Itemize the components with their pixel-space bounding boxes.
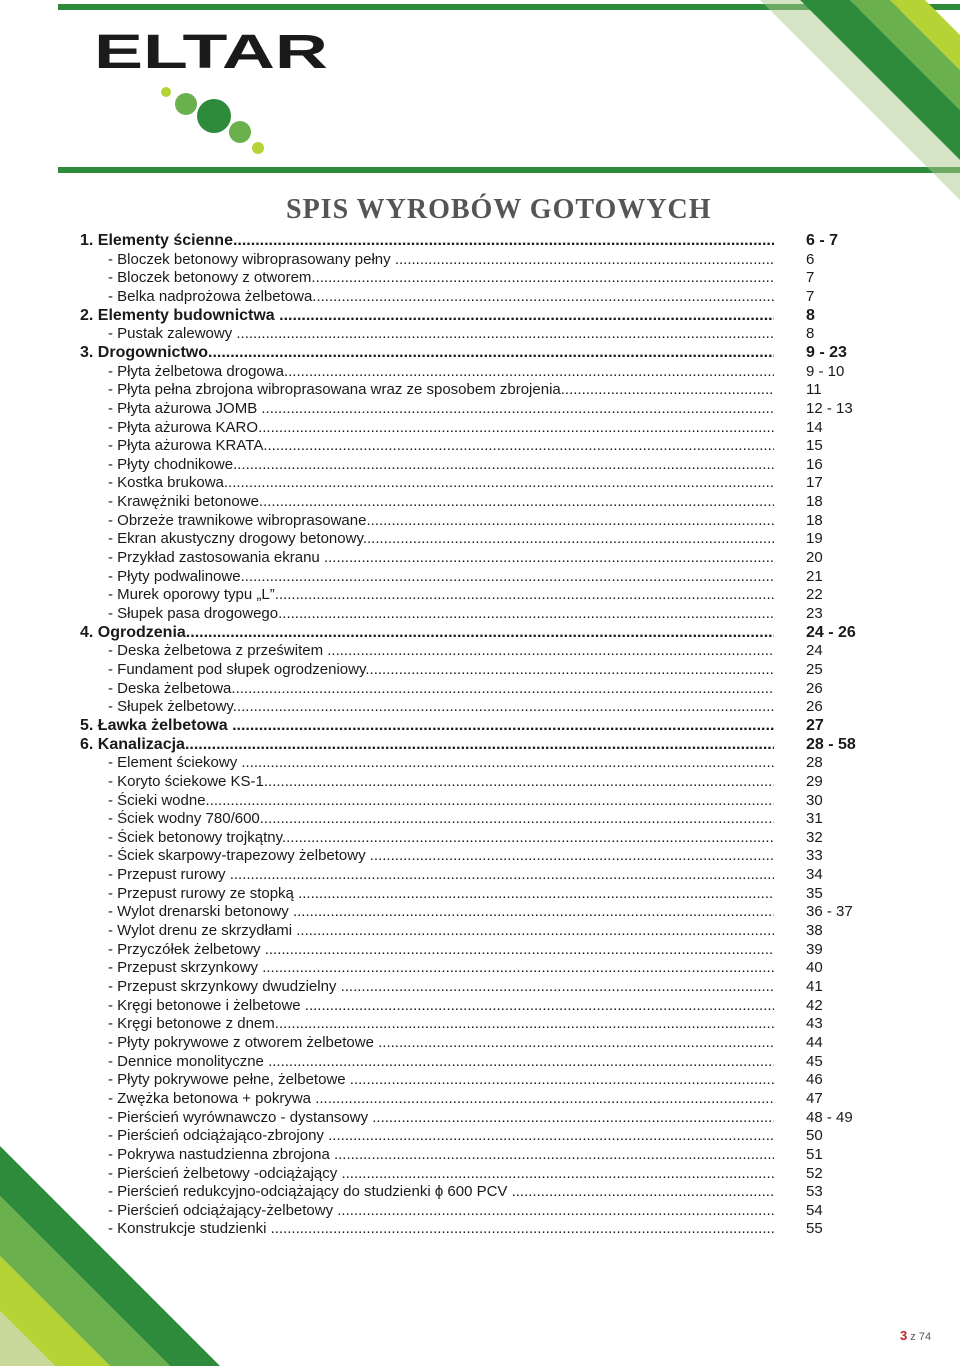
toc-item-row (0, 1165, 960, 1184)
toc-entry-label: - Przepust rurowy ze stopką ..... (108, 885, 774, 903)
toc-item-row (0, 885, 960, 904)
toc-entry-page: 17 (806, 474, 823, 492)
toc-item-row (0, 1220, 960, 1239)
toc-entry-page: 34 (806, 866, 823, 884)
toc-entry-page: 23 (806, 605, 823, 622)
toc-entry-page: 43 (806, 1015, 823, 1033)
toc-entry-page: 21 (806, 567, 823, 585)
toc-entry-page: 47 (806, 1089, 823, 1107)
toc-entry-label: - Element ściekowy ..... (108, 754, 774, 772)
toc-entry-label: - Płyta pełna zbrojona wibroprasowana wraz ze sposobem zbrojenia ..... (108, 381, 774, 399)
toc-section-row (0, 717, 960, 736)
toc-entry-label: - Wylot drenarski betonowy ..... (108, 903, 774, 921)
toc-entry-label: - Przepust rurowy ..... (108, 866, 774, 884)
toc-entry-label: - Przyczółek żelbetowy ..... (108, 941, 774, 959)
toc-entry-label: - Przepust skrzynkowy ..... (108, 959, 774, 977)
toc-entry-label: - Kręgi betonowe i żelbetowe ..... (108, 997, 774, 1015)
toc-item-row (0, 773, 960, 792)
toc-entry-label: - Ściek betonowy trojkątny ..... (108, 829, 774, 847)
toc-item-row (0, 829, 960, 848)
toc-item-row (0, 1015, 960, 1034)
toc-entry-page: 24 (806, 642, 823, 660)
toc-entry-label: - Płyty podwalinowe ..... (108, 568, 774, 586)
page-total: z 74 (907, 1331, 932, 1343)
corner-stripes-top (740, 0, 960, 200)
toc-entry-label: 4. Ogrodzenia ..... (80, 624, 774, 642)
toc-entry-page: 48 - 49 (806, 1108, 853, 1126)
toc-item-row (0, 586, 960, 605)
toc-entry-page: 30 (806, 791, 823, 809)
toc-entry-label: 6. Kanalizacja ..... (80, 736, 774, 754)
toc-entry-page: 29 (806, 772, 823, 790)
toc-entry-page: 12 - 13 (806, 399, 853, 417)
toc-entry-page: 41 (806, 978, 823, 995)
toc-entry-label: - Koryto ściekowe KS-1 ..... (108, 773, 774, 791)
toc-entry-label: - Konstrukcje studzienki ..... (108, 1220, 774, 1238)
toc-entry-label: - Bloczek betonowy wibroprasowany pełny ..... (108, 251, 774, 269)
toc-entry-page: 26 (806, 679, 823, 697)
toc-entry-label: - Płyta ażurowa KRATA ..... (108, 437, 774, 455)
toc-entry-page: 18 (806, 511, 823, 529)
toc-item-row (0, 661, 960, 680)
toc-entry-label: 5. Ławka żelbetowa ..... (80, 717, 774, 735)
toc-item-row (0, 1202, 960, 1221)
toc-item-row (0, 1146, 960, 1165)
toc-entry-page: 33 (806, 847, 823, 865)
toc-item-row (0, 1034, 960, 1053)
toc-entry-label: - Ściek skarpowy-trapezowy żelbetowy ..... (108, 847, 774, 865)
toc-entry-page: 38 (806, 922, 823, 940)
toc-entry-page: 20 (806, 549, 823, 567)
toc-entry-label: - Kostka brukowa ..... (108, 474, 774, 492)
toc-item-row (0, 605, 960, 624)
toc-item-row (0, 325, 960, 344)
toc-entry-label: - Zwężka betonowa + pokrywa ..... (108, 1090, 774, 1108)
toc-entry-page: 15 (806, 437, 823, 455)
toc-item-row (0, 1127, 960, 1146)
toc-entry-page: 27 (806, 716, 824, 734)
toc-entry-label: - Dennice monolityczne ..... (108, 1053, 774, 1071)
toc-entry-page: 40 (806, 959, 823, 977)
toc-entry-label: - Wylot drenu ze skrzydłami ..... (108, 922, 774, 940)
eltar-logo (94, 28, 330, 72)
toc-entry-label: - Krawężniki betonowe ..... (108, 493, 774, 511)
toc-entry-page: 8 (806, 325, 815, 343)
toc-entry-label: - Pokrywa nastudzienna zbrojona ..... (108, 1146, 774, 1164)
toc-item-row (0, 251, 960, 270)
toc-entry-page: 26 (806, 698, 823, 716)
toc-entry-page: 39 (806, 940, 823, 958)
toc-entry-page: 16 (806, 455, 823, 473)
toc-item-row (0, 437, 960, 456)
toc-entry-page: 54 (806, 1201, 823, 1219)
toc-entry-page: 22 (806, 586, 823, 604)
toc-entry-label: - Ściek wodny 780/600 ..... (108, 810, 774, 828)
toc-entry-label: - Obrzeże trawnikowe wibroprasowane ..... (108, 512, 774, 530)
toc-entry-label: 2. Elementy budownictwa ..... (80, 307, 774, 325)
toc-item-row (0, 978, 960, 997)
toc-section-row (0, 736, 960, 755)
toc-entry-label: - Belka nadprożowa żelbetowa ..... (108, 288, 774, 306)
toc-entry-page: 44 (806, 1033, 823, 1051)
toc-entry-page: 6 (806, 250, 815, 268)
toc-item-row (0, 792, 960, 811)
toc-entry-label: - Fundament pod słupek ogrodzeniowy ..... (108, 661, 774, 679)
toc-entry-label: - Deska żelbetowa z prześwitem ..... (108, 642, 774, 660)
toc-item-row (0, 959, 960, 978)
toc-item-row (0, 400, 960, 419)
toc-item-row (0, 1090, 960, 1109)
toc-entry-label: - Pustak zalewowy ..... (108, 325, 774, 343)
toc-entry-page: 18 (806, 493, 823, 511)
toc-entry-label: - Murek oporowy typu „L” ..... (108, 586, 774, 604)
toc-item-row (0, 549, 960, 568)
toc-section-row (0, 344, 960, 363)
toc-entry-label: - Kręgi betonowe z dnem ..... (108, 1015, 774, 1033)
toc-item-row (0, 288, 960, 307)
toc-entry-label: - Deska żelbetowa ..... (108, 680, 774, 698)
toc-entry-label: 3. Drogownictwo ..... (80, 344, 774, 362)
toc-item-row (0, 1109, 960, 1128)
toc-item-row (0, 456, 960, 475)
toc-entry-page: 24 - 26 (806, 623, 856, 641)
toc-entry-page: 19 (806, 530, 823, 548)
toc-item-row (0, 1071, 960, 1090)
toc-entry-page: 7 (806, 269, 815, 287)
toc-entry-label: - Słupek żelbetowy ..... (108, 698, 774, 716)
toc-entry-page: 35 (806, 884, 823, 902)
toc-item-row (0, 922, 960, 941)
toc-item-row (0, 1183, 960, 1202)
toc-entry-page: 51 (806, 1145, 823, 1163)
toc-entry-label: - Przepust skrzynkowy dwudzielny ..... (108, 978, 774, 996)
toc-entry-label: 1. Elementy ścienne ..... (80, 232, 774, 250)
toc-section-row (0, 307, 960, 326)
toc-item-row (0, 568, 960, 587)
toc-entry-page: 52 (806, 1164, 823, 1182)
toc-entry-label: - Pierścień żelbetowy -odciążający ..... (108, 1165, 774, 1183)
toc-entry-label: - Przykład zastosowania ekranu ..... (108, 549, 774, 567)
toc-entry-label: - Pierścień odciążający-żelbetowy ..... (108, 1202, 774, 1220)
toc-entry-page: 7 (806, 287, 815, 305)
toc-item-row (0, 512, 960, 531)
toc-entry-label: - Płyta ażurowa JOMB ..... (108, 400, 774, 418)
toc-entry-label: - Płyty pokrywowe z otworem żelbetowe ..... (108, 1034, 774, 1052)
toc-item-row (0, 754, 960, 773)
logo-dots-icon (150, 78, 270, 158)
toc-entry-page: 11 (806, 381, 822, 399)
toc-entry-page: 31 (806, 810, 823, 828)
toc-entry-label: - Pierścień odciążająco-zbrojony ..... (108, 1127, 774, 1145)
toc-entry-label: - Płyty chodnikowe ..... (108, 456, 774, 474)
toc-entry-label: - Ekran akustyczny drogowy betonowy ..... (108, 530, 774, 548)
toc-item-row (0, 419, 960, 438)
toc-item-row (0, 269, 960, 288)
toc-entry-page: 32 (806, 828, 823, 846)
toc-item-row (0, 997, 960, 1016)
toc-entry-page: 50 (806, 1127, 823, 1145)
toc-entry-page: 28 - 58 (806, 735, 856, 753)
toc-item-row (0, 530, 960, 549)
toc-entry-page: 14 (806, 418, 823, 436)
toc-entry-label: - Płyty pokrywowe pełne, żelbetowe ..... (108, 1071, 774, 1089)
toc-entry-page: 28 (806, 754, 823, 772)
toc-item-row (0, 381, 960, 400)
toc-entry-label: - Ścieki wodne ..... (108, 792, 774, 810)
toc-item-row (0, 680, 960, 699)
toc-entry-label: - Słupek pasa drogowego ..... (108, 605, 774, 623)
toc-item-row (0, 903, 960, 922)
svg-text:ELTAR: ELTAR (94, 28, 328, 72)
toc-item-row (0, 1053, 960, 1072)
toc-entry-page: 6 - 7 (806, 232, 839, 249)
toc-item-row (0, 474, 960, 493)
page-title: SPIS WYROBÓW GOTOWYCH (286, 194, 712, 225)
toc-entry-page: 36 - 37 (806, 903, 853, 921)
toc-entry-label: - Pierścień wyrównawczo - dystansowy ..... (108, 1109, 774, 1127)
toc-entry-page: 46 (806, 1071, 823, 1089)
toc-section-row (0, 232, 960, 251)
toc-item-row (0, 810, 960, 829)
toc-item-row (0, 941, 960, 960)
toc-entry-label: - Płyta ażurowa KARO ..... (108, 419, 774, 437)
page-current: 3 (900, 1328, 908, 1343)
toc-item-row (0, 363, 960, 382)
toc-entry-page: 9 - 23 (806, 343, 847, 361)
toc-item-row (0, 642, 960, 661)
toc-entry-label: - Pierścień redukcyjno-odciążający do studzienki ϕ 600 PCV ..... (108, 1183, 774, 1201)
toc-entry-page: 9 - 10 (806, 362, 845, 380)
toc-entry-page: 8 (806, 306, 815, 324)
toc-entry-page: 55 (806, 1220, 823, 1238)
toc-entry-page: 53 (806, 1183, 823, 1201)
toc-item-row (0, 698, 960, 717)
toc-entry-label: - Bloczek betonowy z otworem ..... (108, 269, 774, 287)
toc-item-row (0, 493, 960, 512)
toc-item-row (0, 847, 960, 866)
toc-section-row (0, 624, 960, 643)
page-number (900, 1328, 931, 1343)
toc-item-row (0, 866, 960, 885)
toc-entry-page: 25 (806, 660, 823, 678)
toc-entry-page: 45 (806, 1052, 823, 1070)
toc-entry-page: 42 (806, 996, 823, 1014)
toc-entry-label: - Płyta żelbetowa drogowa ..... (108, 363, 774, 381)
